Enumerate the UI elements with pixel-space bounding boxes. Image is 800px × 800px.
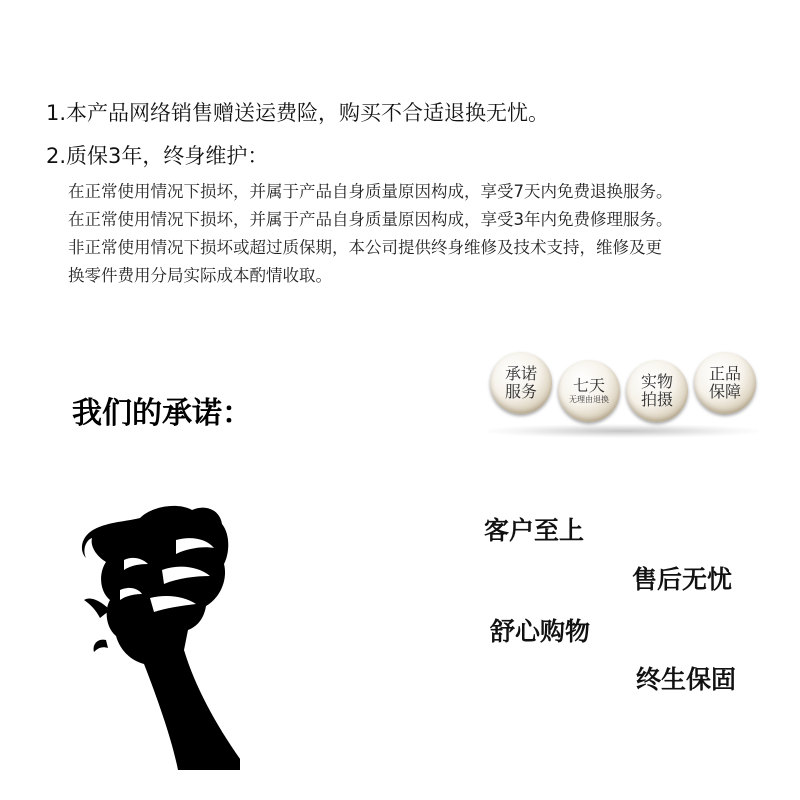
slogan-customer-first: 客户至上 — [484, 516, 585, 545]
badge-reflection — [488, 424, 758, 438]
promise-service-badge — [490, 352, 552, 414]
terms-detail-4: 换零件费用分局实际成本酌情收取。 — [68, 266, 332, 285]
badge-label: 拍摄 — [640, 390, 673, 409]
terms-line-1: 1.本产品网络销售赠送运费险，购买不合适退换无忧。 — [46, 101, 550, 125]
slogan-worry-free-after-sales: 售后无忧 — [632, 565, 733, 594]
badge-label: 服务 — [504, 382, 537, 401]
badge-label: 实物 — [640, 372, 673, 391]
terms-detail-1: 在正常使用情况下损坏，并属于产品自身质量原因构成，享受7天内免费退换服务。 — [68, 182, 673, 201]
seven-day-return-badge — [558, 360, 620, 422]
badge-label: 七天 — [572, 376, 605, 395]
genuine-guarantee-badge — [694, 352, 756, 414]
badge-label: 保障 — [708, 382, 741, 401]
promise-badges — [478, 346, 768, 446]
slogan-lifetime-warranty: 终生保固 — [636, 665, 737, 694]
slogan-comfortable-shopping: 舒心购物 — [490, 617, 591, 646]
badge-label: 正品 — [708, 364, 741, 383]
terms-detail-3: 非正常使用情况下损坏或超过质保期，本公司提供终身维修及技术支持，维修及更 — [68, 238, 662, 257]
promise-title: 我们的承诺： — [72, 396, 252, 431]
badge-label: 无理由退换 — [569, 395, 609, 404]
terms-detail-2: 在正常使用情况下损坏，并属于产品自身质量原因构成，享受3年内免费修理服务。 — [68, 210, 673, 229]
terms-line-2: 2.质保3年，终身维护： — [46, 144, 269, 168]
real-photo-badge — [626, 360, 688, 422]
raised-fist-icon — [80, 500, 240, 770]
badge-label: 承诺 — [504, 364, 537, 383]
